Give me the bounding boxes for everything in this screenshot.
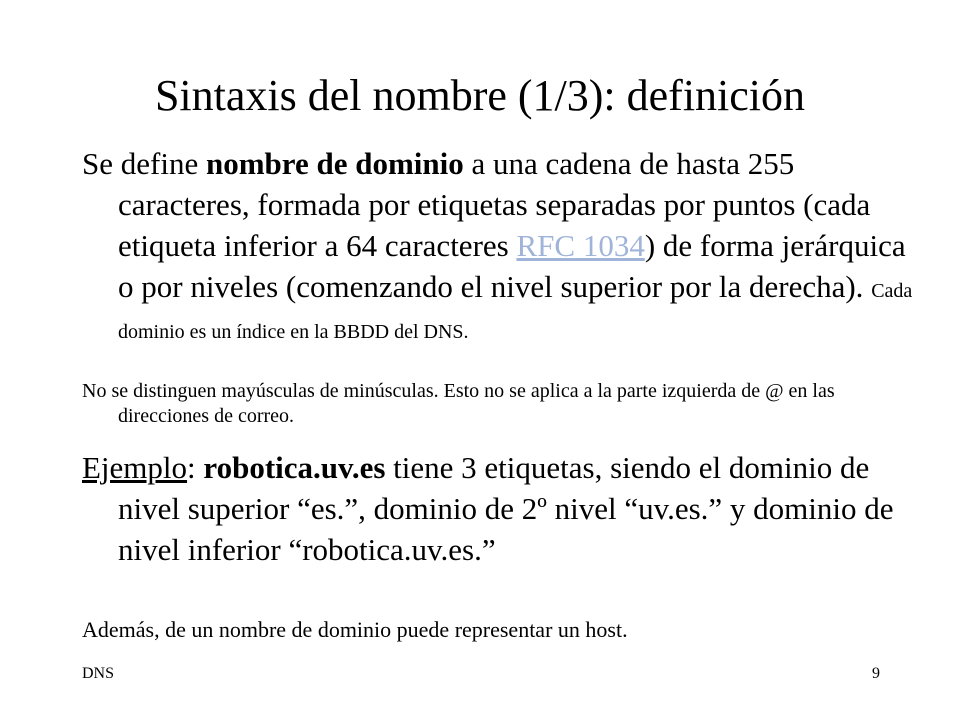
example-text: tiene 3 etiquetas, siendo el dominio de nivel superior “es.”, dominio de 2º nivel “uv.es.” y dominio de nivel inferior “robotica.uv.es.” (118, 450, 894, 567)
example-colon: : (187, 450, 204, 485)
rfc-link[interactable]: RFC 1034 (516, 228, 645, 263)
footer-label: DNS (82, 665, 115, 682)
example-paragraph (82, 447, 918, 570)
example-domain: robotica.uv.es (203, 450, 386, 485)
case-note-paragraph: No se distinguen mayúsculas de minúsculas. Esto no se aplica a la parte izquierda de @ en las direcciones de correo. (82, 380, 835, 427)
definition-term: nombre de dominio (205, 146, 464, 181)
definition-text-1: Se define (82, 146, 206, 181)
definition-paragraph (82, 143, 918, 348)
definition-text-2: a una cadena de hasta 255 caracteres, formada por etiquetas separadas por puntos (cada etiqueta inferior a 64 caracteres (118, 146, 871, 263)
slide-title: Sintaxis del nombre (1/3): definición (154, 71, 806, 120)
example-label: Ejemplo (82, 450, 188, 485)
definition-note: Cada dominio es un índice en la BBDD del DNS. (118, 280, 913, 343)
host-note-paragraph: Además, de un nombre de dominio puede representar un host. (82, 617, 628, 642)
page-number: 9 (872, 665, 880, 682)
definition-text-3: ) de forma jerárquica o por niveles (comenzando el nivel superior por la derecha). (118, 228, 906, 304)
